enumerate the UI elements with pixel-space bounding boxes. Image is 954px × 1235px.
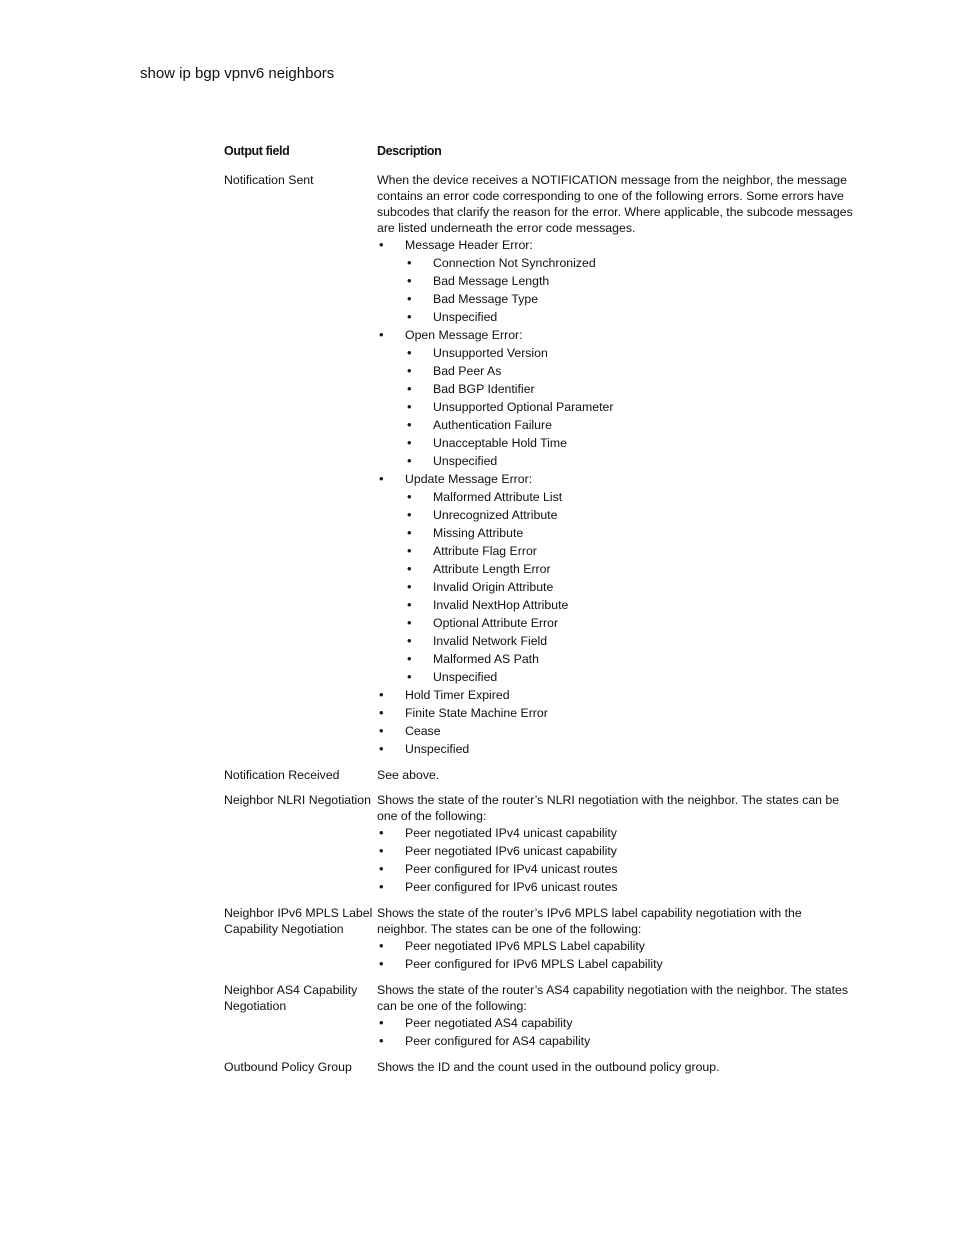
sub-list-item-label: Attribute Flag Error (433, 544, 537, 558)
list-item (377, 955, 854, 973)
sub-list-item-label: Invalid Origin Attribute (433, 580, 554, 594)
list-item (377, 236, 854, 326)
list-item-label: Finite State Machine Error (405, 706, 548, 720)
list-item-label: Peer configured for AS4 capability (405, 1034, 591, 1048)
sub-list-item-label: Malformed AS Path (433, 652, 539, 666)
sub-list-item (405, 506, 854, 524)
bullet-list (377, 937, 854, 973)
output-field-name: Neighbor AS4 Capability Negotiation (224, 983, 358, 1013)
bullet-icon: • (407, 273, 412, 288)
sub-list-item-label: Bad Message Type (433, 292, 539, 306)
sub-list-item (405, 362, 854, 380)
bullet-icon: • (407, 525, 412, 540)
list-item (377, 878, 854, 896)
bullet-icon: • (407, 651, 412, 666)
bullet-icon: • (379, 705, 384, 720)
sub-list-item (405, 596, 854, 614)
bullet-icon: • (407, 597, 412, 612)
list-item-label: Cease (405, 724, 441, 738)
sub-list-item-label: Unacceptable Hold Time (433, 436, 567, 450)
bullet-icon: • (379, 843, 384, 858)
list-item (377, 740, 854, 758)
bullet-icon: • (379, 825, 384, 840)
table-row (224, 767, 854, 792)
sub-list-item-label: Attribute Length Error (433, 562, 551, 576)
list-item (377, 704, 854, 722)
output-field-name: Neighbor NLRI Negotiation (224, 793, 371, 807)
sub-list-item (405, 452, 854, 470)
bullet-icon: • (407, 615, 412, 630)
sub-list-item (405, 578, 854, 596)
header-description: Description (377, 144, 442, 158)
sub-list-item-label: Malformed Attribute List (433, 490, 563, 504)
sub-list-item-label: Optional Attribute Error (433, 616, 559, 630)
bullet-icon: • (379, 741, 384, 756)
sub-list-item (405, 254, 854, 272)
table-row (224, 172, 854, 767)
list-item (377, 326, 854, 470)
sub-list-item (405, 668, 854, 686)
sub-list-item (405, 542, 854, 560)
sub-list-item (405, 398, 854, 416)
description-text: When the device receives a NOTIFICATION message from the neighbor, the message contains an error code corresponding to one of the following errors. Some errors have subcodes that clarify the reason for the error. Where applicable, the subcode messages are listed underneath the error code messages. (377, 173, 853, 235)
bullet-icon: • (407, 633, 412, 648)
bullet-icon: • (407, 669, 412, 684)
sub-list-item-label: Unspecified (433, 454, 498, 468)
list-item (377, 686, 854, 704)
table-header-row (224, 143, 854, 172)
list-item-label: Update Message Error: (405, 472, 533, 486)
list-item (377, 470, 854, 686)
bullet-icon: • (379, 723, 384, 738)
output-field-table (224, 143, 854, 1084)
bullet-list (377, 824, 854, 896)
bullet-icon: • (407, 435, 412, 450)
field-description (377, 982, 854, 1059)
sub-list-item (405, 272, 854, 290)
list-item (377, 842, 854, 860)
sub-list-item-label: Authentication Failure (433, 418, 552, 432)
output-field-name: Notification Received (224, 768, 340, 782)
sub-list-item-label: Connection Not Synchronized (433, 256, 596, 270)
list-item (377, 937, 854, 955)
bullet-icon: • (379, 938, 384, 953)
bullet-icon: • (379, 687, 384, 702)
sub-bullet-list (405, 344, 854, 470)
sub-bullet-list (405, 488, 854, 686)
sub-list-item-label: Unsupported Version (433, 346, 548, 360)
sub-list-item-label: Invalid NextHop Attribute (433, 598, 569, 612)
sub-list-item (405, 488, 854, 506)
field-description (377, 905, 854, 982)
bullet-icon: • (407, 453, 412, 468)
list-item (377, 722, 854, 740)
list-item-label: Peer configured for IPv6 MPLS Label capability (405, 957, 663, 971)
sub-list-item (405, 650, 854, 668)
list-item-label: Open Message Error: (405, 328, 523, 342)
list-item-label: Peer negotiated IPv4 unicast capability (405, 826, 617, 840)
bullet-icon: • (379, 1015, 384, 1030)
bullet-icon: • (407, 543, 412, 558)
table-body (224, 172, 854, 1084)
description-text: See above. (377, 768, 440, 782)
sub-list-item (405, 632, 854, 650)
sub-list-item-label: Invalid Network Field (433, 634, 548, 648)
output-field-name: Neighbor IPv6 MPLS Label Capability Negotiation (224, 906, 373, 936)
description-text: Shows the state of the router’s IPv6 MPLS label capability negotiation with the neighbor. The states can be one of the following: (377, 906, 802, 936)
table-row (224, 905, 854, 982)
running-head: show ip bgp vpnv6 neighbors (140, 65, 335, 82)
sub-bullet-list (405, 254, 854, 326)
list-item-label: Unspecified (405, 742, 470, 756)
output-field-name: Notification Sent (224, 173, 314, 187)
bullet-icon: • (407, 399, 412, 414)
sub-list-item (405, 308, 854, 326)
bullet-list (377, 1014, 854, 1050)
list-item (377, 1032, 854, 1050)
sub-list-item (405, 560, 854, 578)
bullet-icon: • (379, 1033, 384, 1048)
header-output-field: Output field (224, 144, 290, 158)
sub-list-item-label: Unrecognized Attribute (433, 508, 558, 522)
sub-list-item (405, 434, 854, 452)
sub-list-item (405, 344, 854, 362)
sub-list-item (405, 614, 854, 632)
bullet-icon: • (407, 255, 412, 270)
bullet-icon: • (407, 417, 412, 432)
list-item (377, 860, 854, 878)
field-description (377, 172, 854, 767)
bullet-icon: • (407, 561, 412, 576)
sub-list-item-label: Bad Peer As (433, 364, 502, 378)
bullet-icon: • (379, 327, 384, 342)
bullet-icon: • (407, 507, 412, 522)
list-item-label: Peer configured for IPv6 unicast routes (405, 880, 618, 894)
bullet-icon: • (379, 471, 384, 486)
list-item-label: Peer configured for IPv4 unicast routes (405, 862, 618, 876)
sub-list-item-label: Bad Message Length (433, 274, 550, 288)
sub-list-item-label: Unspecified (433, 670, 498, 684)
field-description (377, 792, 854, 905)
sub-list-item-label: Bad BGP Identifier (433, 382, 535, 396)
description-text: Shows the state of the router’s NLRI negotiation with the neighbor. The states can be one of the following: (377, 793, 840, 823)
list-item-label: Message Header Error: (405, 238, 533, 252)
description-text: Shows the ID and the count used in the outbound policy group. (377, 1060, 720, 1074)
sub-list-item-label: Missing Attribute (433, 526, 524, 540)
list-item-label: Peer negotiated IPv6 MPLS Label capability (405, 939, 645, 953)
list-item-label: Peer negotiated IPv6 unicast capability (405, 844, 617, 858)
bullet-icon: • (407, 363, 412, 378)
bullet-list (377, 236, 854, 758)
bullet-icon: • (379, 237, 384, 252)
bullet-icon: • (379, 956, 384, 971)
list-item-label: Peer negotiated AS4 capability (405, 1016, 573, 1030)
description-text: Shows the state of the router’s AS4 capability negotiation with the neighbor. The states can be one of the following: (377, 983, 848, 1013)
output-field-name: Outbound Policy Group (224, 1060, 352, 1074)
sub-list-item (405, 524, 854, 542)
bullet-icon: • (379, 861, 384, 876)
bullet-icon: • (407, 489, 412, 504)
bullet-icon: • (407, 579, 412, 594)
table-row (224, 1059, 854, 1084)
bullet-icon: • (407, 291, 412, 306)
bullet-icon: • (407, 345, 412, 360)
list-item (377, 824, 854, 842)
bullet-icon: • (379, 879, 384, 894)
sub-list-item (405, 380, 854, 398)
sub-list-item-label: Unspecified (433, 310, 498, 324)
bullet-icon: • (407, 381, 412, 396)
list-item (377, 1014, 854, 1032)
bullet-icon: • (407, 309, 412, 324)
field-description (377, 767, 854, 792)
list-item-label: Hold Timer Expired (405, 688, 510, 702)
sub-list-item-label: Unsupported Optional Parameter (433, 400, 614, 414)
table-row (224, 982, 854, 1059)
sub-list-item (405, 416, 854, 434)
table-row (224, 792, 854, 905)
field-description (377, 1059, 854, 1084)
sub-list-item (405, 290, 854, 308)
